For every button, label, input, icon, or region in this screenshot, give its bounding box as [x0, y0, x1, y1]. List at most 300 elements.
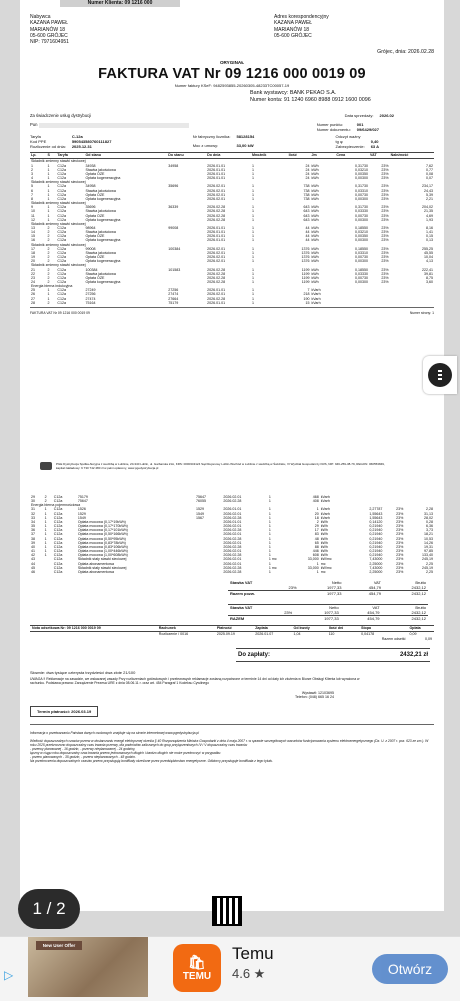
table-cell: 1 — [251, 163, 254, 168]
ksef-number: Numer faktury KSeF: 9482593855-20260305-48233TC00057-19 — [174, 83, 290, 89]
table-cell: 3 — [31, 171, 33, 176]
tariff: C-12a — [71, 134, 83, 140]
correspondence-block — [274, 14, 404, 45]
table-cell: 643 — [303, 213, 310, 218]
table-cell: 2026.01.01 — [207, 163, 226, 168]
table-cell: 0,03310 — [354, 188, 368, 193]
table-cell: kVarh — [320, 515, 330, 520]
table-cell: 608 — [312, 553, 319, 558]
table-cell: 97,85 — [424, 549, 433, 554]
table-cell: 1 — [44, 540, 47, 545]
settle-label: Rozliczenie od dnia: — [30, 144, 66, 150]
table-cell: Opłata mocowa (0,17*19kWh) — [77, 519, 126, 524]
column-header: Należność — [390, 153, 434, 159]
table-cell: 4 — [31, 176, 33, 181]
table-cell: C12a — [57, 184, 66, 189]
table-cell: 2026.02.01 — [207, 292, 226, 297]
table-cell: kVarh — [311, 292, 321, 297]
table-cell: 1 — [44, 528, 47, 533]
table-cell: 23% — [396, 553, 404, 558]
menu-button[interactable] — [423, 356, 457, 394]
table-cell: Opłata OZE — [85, 171, 105, 176]
reading-kv — [336, 134, 379, 149]
table-cell: 8 — [31, 196, 33, 201]
table-cell: 1 — [47, 192, 50, 197]
table-cell: kWh — [311, 213, 319, 218]
table-cell: 23% — [381, 188, 389, 193]
table-cell: 1 — [316, 561, 319, 566]
table-cell: 34958 — [168, 163, 179, 168]
table-cell: 1 — [268, 515, 271, 520]
table-cell: 2 — [47, 225, 50, 230]
table-cell: 2026.01.01 — [207, 230, 226, 235]
summary-cell: 1977,33 — [294, 615, 340, 621]
payment-term: Termin płatności: 2026.03.19 — [30, 706, 98, 717]
table-cell: 2026.02.28 — [223, 569, 242, 574]
table-cell: 2,25 — [426, 561, 433, 566]
table-cell: 2026.01.01 — [223, 507, 242, 512]
table-cell: kWh — [311, 217, 319, 222]
summary-cell: 0,04178 — [361, 631, 375, 636]
table-cell: 1 — [47, 296, 50, 301]
ad-app-name[interactable]: Temu — [232, 944, 274, 963]
table-cell: Opłata kogeneracyjna — [85, 238, 121, 243]
table-cell: C12a — [57, 196, 66, 201]
table-cell: 23% — [396, 524, 404, 529]
table-cell: 6,36 — [426, 524, 433, 529]
table-cell: 218 — [303, 292, 310, 297]
table-cell: 1 — [251, 184, 254, 189]
section-label: Energia bierna indukcyjna — [31, 284, 73, 289]
table-cell: 11 — [31, 213, 35, 218]
summary-cell: Stawka VAT — [230, 579, 253, 585]
table-cell: 1 — [251, 171, 254, 176]
table-cell: kVarh — [320, 499, 330, 504]
table-cell: 36339 — [168, 205, 179, 210]
table-cell: 2026.01.01 — [223, 519, 242, 524]
table-cell: 2026.02.01 — [223, 549, 242, 554]
table-cell: 2026.02.28 — [223, 565, 242, 570]
summary-cell: Opłata — [407, 625, 434, 631]
tg: 0,40 — [370, 139, 379, 145]
table-cell: 15 — [31, 234, 35, 239]
table-cell: 255,25 — [422, 246, 433, 251]
table-cell: 33 — [31, 515, 35, 520]
table-cell: 3,60 — [426, 280, 433, 285]
summary-cell: Brutto — [415, 579, 426, 585]
page1-footer — [30, 311, 434, 315]
table-cell: 23% — [381, 217, 389, 222]
table-cell: 1 — [251, 275, 254, 280]
table-cell: 23% — [396, 528, 404, 533]
buyer-name: KAZANA PAWEŁ — [30, 20, 69, 27]
table-cell: 27256 — [168, 288, 179, 293]
table-cell: 34 — [31, 519, 35, 524]
table-cell: kWh — [311, 176, 319, 181]
table-cell: 23% — [381, 246, 389, 251]
table-cell: 23% — [381, 163, 389, 168]
table-cell: 1 mc — [268, 557, 277, 562]
table-cell: 0,00730 — [354, 213, 368, 218]
table-cell: 0,21940 — [369, 544, 383, 549]
table-cell: 101583 — [168, 267, 181, 272]
table-cell: kVarh — [311, 296, 321, 301]
table-cell: 0,00300 — [354, 259, 368, 264]
table-cell: 1 — [251, 213, 254, 218]
table-cell: 2026.01.01 — [207, 288, 226, 293]
table-cell: 23% — [381, 250, 389, 255]
table-cell: 40 — [31, 544, 35, 549]
table-cell: 23% — [396, 557, 404, 562]
table-cell: 1 — [44, 515, 47, 520]
amount-in-words: Słownie: dwa tysiące czterysta trzydzieści dwa złote 21/100 — [30, 669, 136, 675]
table-cell: 2026.02.01 — [207, 246, 226, 251]
settle: 2025.12.31 — [71, 144, 92, 150]
table-cell: 1 — [268, 511, 271, 516]
table-cell: 1 — [268, 549, 271, 554]
table-cell: 1 — [44, 549, 47, 554]
table-cell: 1 — [44, 532, 47, 537]
address-row — [30, 14, 434, 45]
client-number-header: Numer Klienta: 09 1216 000 — [60, 0, 180, 7]
summary-row — [228, 615, 428, 621]
table-cell: 2 — [47, 255, 50, 260]
table-cell: 75179 — [168, 300, 179, 305]
table-cell: kWh — [311, 255, 319, 260]
table-cell: 23% — [381, 230, 389, 235]
table-cell: 0,00730 — [354, 275, 368, 280]
info-yearly: łączny w ciągu roku dopuszczalny czas trwania przerw jednorazowych długich i bardzo długich nie może przekroczyć w przypadku: — [30, 750, 222, 755]
point-no-label: Numer punktu: — [316, 122, 343, 128]
table-cell: C12a — [53, 536, 63, 541]
table-cell: 1526 — [77, 507, 86, 512]
table-cell: 23% — [396, 532, 404, 537]
table-cell: 8,75 — [426, 275, 433, 280]
table-cell: 0,00350 — [354, 234, 368, 239]
table-cell: 1 — [268, 528, 271, 533]
table-cell: 2026.02.01 — [223, 561, 242, 566]
table-cell: 7 — [31, 192, 33, 197]
table-cell: 1 — [251, 225, 254, 230]
table-cell: 23% — [381, 171, 389, 176]
table-cell: 1 — [44, 524, 47, 529]
table-cell: 2026.02.01 — [223, 532, 242, 537]
table-cell: 32 — [31, 511, 35, 516]
table-cell: 1 — [251, 234, 254, 239]
table-cell: kWh — [311, 225, 319, 230]
table-cell: 1529 — [196, 507, 205, 512]
table-cell: 1 — [251, 300, 254, 305]
footer-left: FAKTURA VAT Nr 09 1216 000 0019 09 — [30, 310, 90, 315]
table-cell: 0,00730 — [354, 192, 368, 197]
table-cell: 0,18550 — [354, 246, 368, 251]
table-cell: 2026.02.28 — [207, 267, 226, 272]
table-cell: 2,28 — [426, 507, 433, 512]
section-label: Składnik zmienny stawki sieciowej — [31, 201, 86, 206]
summary-cell: 110 — [328, 631, 335, 636]
table-cell: 2026.02.28 — [223, 553, 242, 558]
temu-logo-icon[interactable]: 🛍 TEMU — [173, 944, 221, 992]
issuer-info — [30, 691, 334, 700]
summary-cell: Od kwoty — [292, 625, 327, 631]
table-cell: 27664 — [168, 296, 179, 301]
redacted-address — [39, 123, 189, 128]
summary-cell: Stawka VAT — [228, 604, 294, 610]
ad-badge: New User Offer — [36, 941, 82, 950]
table-cell: 1 — [251, 192, 254, 197]
summary-cell: Brutto — [382, 604, 428, 610]
table-cell: Opłata kogeneracyjna — [85, 176, 121, 181]
table-cell: 1376 — [301, 250, 310, 255]
ad-info-icon[interactable]: ▷ — [4, 968, 14, 982]
table-cell: 2026.02.28 — [207, 275, 226, 280]
invoice-title: FAKTURA VAT Nr 09 1216 000 0019 09 — [98, 66, 366, 83]
table-cell: mc — [320, 569, 326, 574]
buyer-nip: NIP: 7971604951 — [30, 39, 69, 46]
table-cell: 34958 — [85, 184, 96, 189]
table-cell: Składnik stały stawki sieciowej — [77, 565, 127, 570]
tariff-label: Taryfa — [30, 134, 41, 140]
pu-label: Pun — [30, 122, 38, 128]
table-cell: kWh — [320, 524, 328, 529]
table-cell: 23% — [396, 540, 404, 545]
table-cell: 2026.02.01 — [207, 259, 226, 264]
bank-issuer: Bank wystawcy: BANK PEKAO S.A. — [250, 90, 337, 97]
table-cell: 446 — [312, 549, 319, 554]
table-cell: 100384 — [168, 246, 181, 251]
table-cell: 23% — [396, 561, 404, 566]
column-header: Do stanu — [167, 153, 206, 159]
summary-cell: Rozliczenie / 0016 — [158, 631, 189, 636]
table-cell: 24 — [31, 280, 35, 285]
table-cell: Opłata mocowa (0,83*106kWh) — [77, 544, 128, 549]
ad-open-button[interactable]: Otwórz — [372, 954, 448, 984]
table-cell: Opłata OZE — [85, 234, 105, 239]
table-cell: 0,21940 — [369, 528, 383, 533]
issuer-phone: Telefon: (048) 665 16 24 — [295, 695, 334, 700]
table-cell: 2026.02.01 — [207, 192, 226, 197]
table-cell: 29 — [314, 524, 319, 529]
table-cell: Opłata kogeneracyjna — [85, 259, 121, 264]
table-cell: 1 — [268, 561, 271, 566]
table-cell: 0,21940 — [369, 524, 383, 529]
table-cell: Składnik stały stawki sieciowej — [77, 557, 127, 562]
table-cell: kWh — [311, 280, 319, 285]
table-cell: 5 — [31, 184, 33, 189]
table-cell: 1549 — [196, 511, 205, 516]
table-cell: 1 — [251, 238, 254, 243]
table-cell: 35696 — [168, 184, 179, 189]
table-cell: 24 — [305, 176, 310, 181]
table-cell: 1 — [251, 267, 254, 272]
buyer-city: 05-600 GRÓJEC — [30, 32, 68, 39]
summary-cell: 2025.09.19 — [216, 631, 235, 636]
summary-cell: 454,79 — [343, 590, 383, 596]
table-cell: 2026.02.28 — [207, 213, 226, 218]
table-cell: C12a — [53, 561, 63, 566]
table-cell: 8,16 — [426, 225, 433, 230]
table-cell: 41 — [31, 549, 35, 554]
table-cell: 1 — [47, 205, 50, 210]
table-cell: 2026.02.28 — [223, 544, 242, 549]
table-cell: 24 — [305, 171, 310, 176]
table-cell: 1567 — [196, 515, 205, 520]
table-cell: 48 — [314, 536, 319, 541]
table-cell: 17 — [31, 246, 35, 251]
invoice-page-2 — [20, 491, 444, 911]
table-cell: 0,18550 — [354, 225, 368, 230]
table-cell: 1 — [47, 167, 50, 172]
buyer-label: Nabywca — [30, 14, 51, 20]
table-cell: 2 — [47, 275, 50, 280]
table-cell: 23% — [381, 209, 389, 214]
table-cell: kVarh — [311, 300, 321, 305]
table-cell: 2026.02.28 — [207, 209, 226, 214]
table-cell: 738 — [303, 196, 310, 201]
table-cell: 23% — [381, 234, 389, 239]
table-cell: C12a — [57, 230, 66, 235]
table-cell: 10 — [31, 209, 35, 214]
table-cell: kWh — [311, 238, 319, 243]
buyer-street: MARIANÓW 18 — [30, 26, 66, 33]
table-cell: 0,03310 — [354, 250, 368, 255]
interest-note — [30, 625, 434, 642]
table-cell: 0,07 — [426, 176, 433, 181]
table-cell: 1 — [44, 553, 47, 558]
table-cell: 0,03210 — [354, 167, 368, 172]
table-cell: 1 — [268, 495, 271, 499]
table-cell: 23% — [381, 238, 389, 243]
table-cell: 1 — [47, 163, 50, 168]
table-cell: 1,93 — [426, 217, 433, 222]
table-cell: Stawka jakościowa — [85, 230, 116, 235]
table-cell: Opłata mocowa (0,50*95kWh) — [77, 536, 126, 541]
summary-cell: VAT — [341, 604, 382, 610]
table-cell: 245,19 — [422, 565, 433, 570]
summary-cell: 2432,12 — [383, 590, 428, 596]
table-cell: 2026.01.01 — [207, 225, 226, 230]
table-cell: Stawka jakościowa — [85, 271, 116, 276]
table-cell: 2026.02.01 — [207, 184, 226, 189]
table-cell: 2026.02.01 — [207, 196, 226, 201]
table-cell: 28 — [31, 300, 35, 305]
column-header: VAT — [369, 153, 390, 159]
corr-city: 05-600 GRÓJEC — [274, 32, 312, 39]
table-cell: C12a — [57, 275, 66, 280]
table-cell: C12a — [53, 557, 63, 562]
table-cell: 20 — [31, 259, 35, 264]
summary-cell: 1977,33 — [324, 609, 339, 615]
table-cell: 38 — [31, 536, 35, 541]
table-cell: 2 — [47, 230, 50, 235]
table-cell: 20 — [314, 511, 319, 516]
amount-due-label: Do zapłaty: — [238, 651, 271, 658]
table-cell: 1 — [47, 292, 50, 297]
table-cell: 408 — [312, 499, 319, 504]
summary-cell: Nota odsetkowa Nr: 09 1216 000 0019 09 — [30, 625, 157, 631]
table-cell: 23% — [396, 549, 404, 554]
table-cell: 1 — [251, 255, 254, 260]
bank-account: Numer konta: 91 1240 6960 8988 0912 1600 0096 — [250, 96, 371, 103]
table-cell: C12a — [57, 213, 66, 218]
table-cell: 1 — [268, 524, 271, 529]
table-cell: 23% — [396, 565, 404, 570]
point-meta — [30, 122, 434, 132]
table-cell: 7 — [307, 288, 310, 293]
table-cell: 1 — [251, 288, 254, 293]
table-cell: 2026.02.01 — [207, 250, 226, 255]
table-cell: C12a — [57, 280, 66, 285]
divider — [30, 724, 434, 725]
table-cell: 23% — [381, 205, 389, 210]
table-cell: 23% — [396, 519, 404, 524]
table-cell: kWh — [320, 544, 328, 549]
table-cell: 1 — [44, 544, 47, 549]
meter-kv — [193, 134, 255, 149]
table-cell: 1376 — [301, 255, 310, 260]
table-cell: kWh — [311, 234, 319, 239]
vat-summary-1 — [228, 580, 428, 596]
table-cell: Stawka jakościowa — [85, 209, 116, 214]
table-cell: 204,02 — [422, 205, 433, 210]
table-cell: kWh — [311, 271, 319, 276]
table-cell: 30 — [31, 499, 35, 504]
table-cell: Opłata mocowa (0,83*78kWh) — [77, 540, 126, 545]
info-outages-list: - przerwy planowanej - 16 godzin, - przerwy nieplanowanej - 24 godziny, — [30, 746, 136, 751]
table-cell: 3,73 — [426, 528, 433, 533]
summary-cell: 0,09 — [409, 631, 417, 636]
table-cell: 0,77 — [426, 167, 433, 172]
ppe-label: Kod PPE — [30, 139, 47, 145]
table-cell: kWh — [311, 171, 319, 176]
temu-logo-text: TEMU — [182, 971, 212, 982]
table-cell: 1 — [268, 536, 271, 541]
page-indicator[interactable]: 1 / 2 — [18, 889, 80, 929]
table-cell: 44 — [305, 230, 310, 235]
table-cell: 65 — [314, 540, 319, 545]
column-header: Jm — [310, 153, 335, 159]
table-cell: 23% — [381, 192, 389, 197]
table-cell: 1,41 — [426, 230, 433, 235]
table-cell: C12a — [57, 246, 66, 251]
table-cell: C12a — [53, 549, 63, 554]
column-header: Lp. — [30, 153, 47, 159]
table-cell: 18,21 — [424, 532, 433, 537]
table-cell: kWh — [311, 230, 319, 235]
table-cell: C12a — [53, 524, 63, 529]
table-cell: C12a — [53, 499, 63, 504]
table-cell: 83 — [314, 532, 319, 537]
table-cell: 14 — [31, 230, 35, 235]
table-cell: 23% — [381, 213, 389, 218]
table-cell: Opłata kogeneracyjna — [85, 217, 121, 222]
table-cell: Stawka jakościowa — [85, 250, 116, 255]
table-cell: 2026.01.01 — [207, 234, 226, 239]
table-row — [30, 301, 434, 305]
table-cell: Opłata OZE — [85, 192, 105, 197]
section-label: Energia bierna pojemnościowa — [31, 503, 81, 508]
table-cell: 0,14120 — [369, 519, 383, 524]
table-cell: 0,31730 — [354, 163, 368, 168]
table-cell: 738 — [303, 188, 310, 193]
info-block — [30, 731, 434, 763]
table-cell: 7,43000 — [369, 557, 383, 562]
table-cell: 27474 — [85, 296, 96, 301]
table-cell: 2026.01.01 — [207, 167, 226, 172]
summary-cell: Zapłata — [253, 625, 291, 631]
summary-cell: 454,79 — [367, 609, 380, 615]
table-cell: 222,41 — [422, 267, 433, 272]
